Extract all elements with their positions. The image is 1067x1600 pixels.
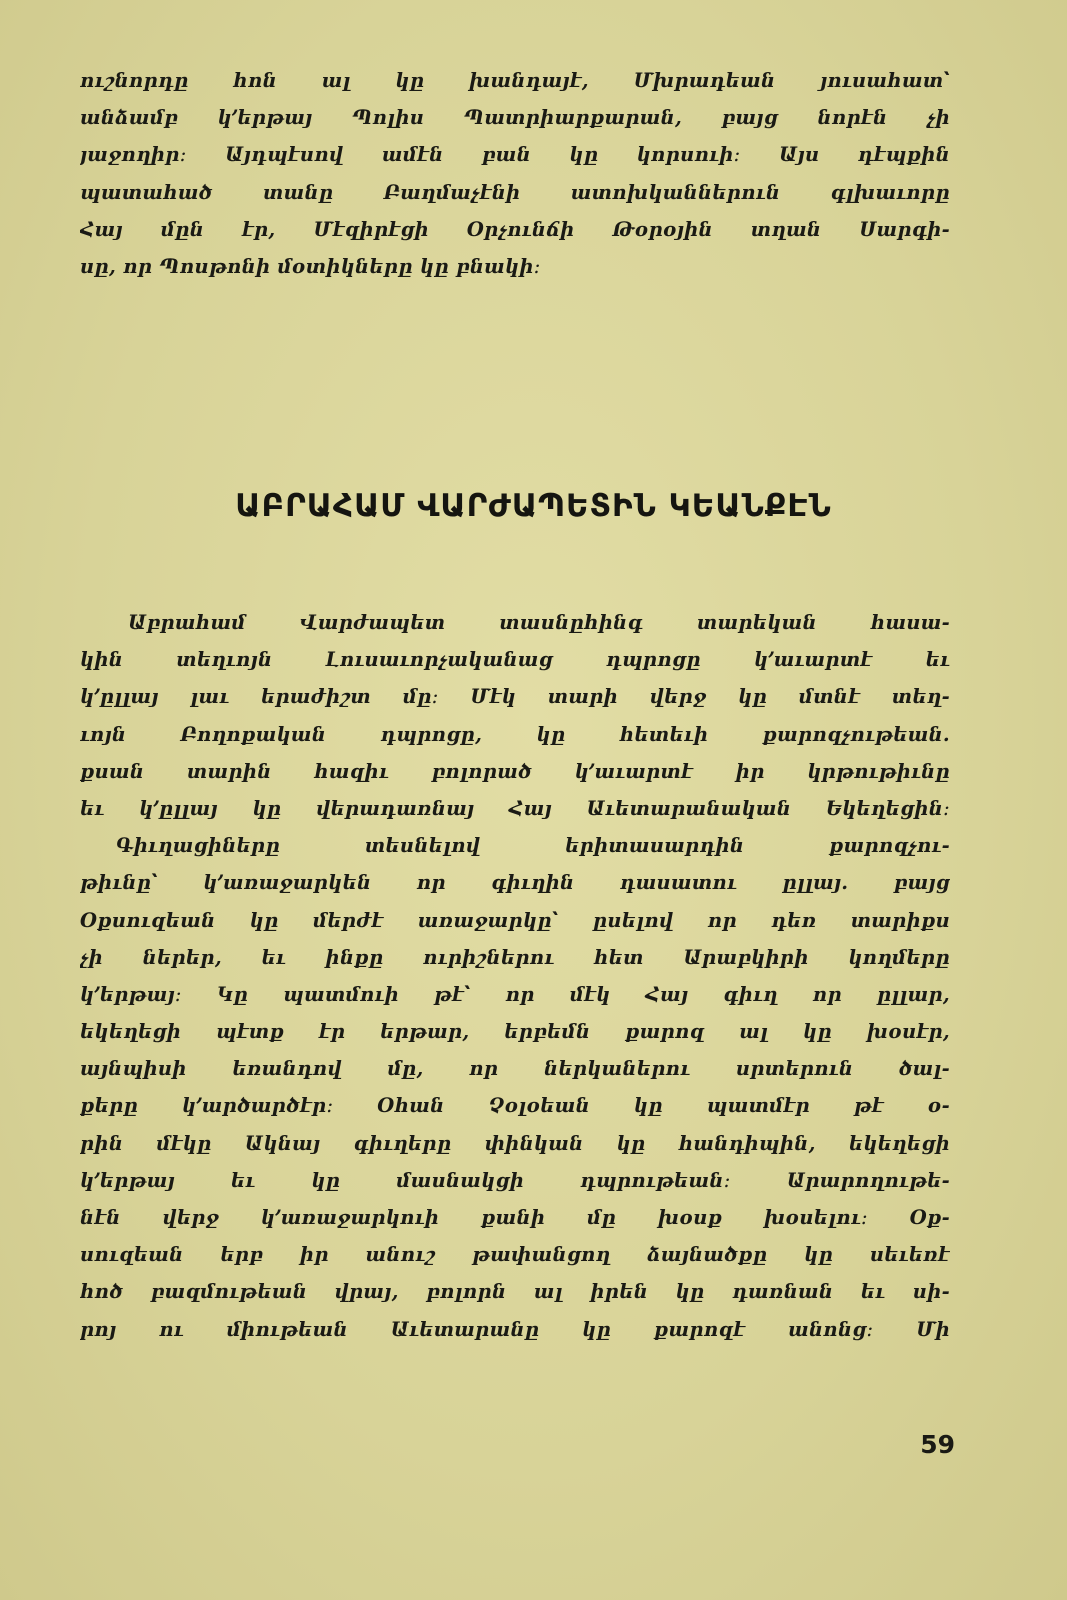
text-line: նէն վերջ կ՚առաջարկուի քանի մը խօսք խօսելու։ Օք- — [80, 1206, 950, 1229]
body-text — [80, 604, 950, 1348]
text-line: քերը կ՚արծարծէր։ Օհան Չօլօեան կը պատմէր թէ օ- — [80, 1094, 950, 1118]
text-line: չի ներեր, եւ ինքը ուրիշներու հետ Արաբկիրի կողմերը — [80, 945, 950, 969]
text-line: սուզեան երբ իր անուշ թափանցող ձայնածքը կը սեւեռէ — [80, 1243, 950, 1267]
text-line: կ՚ըլլայ լաւ երաժիշտ մը։ Մէկ տարի վերջ կը մտնէ տեղ- — [80, 685, 950, 709]
text-line: Օքսուզեան կը մերժէ առաջարկը՝ ըսելով որ դեռ տարիքս — [80, 908, 950, 932]
chapter-heading: ԱԲՐԱՀԱՄ ՎԱՐԺԱՊԵՏԻՆ ԿԵԱՆՔԷՆ — [235, 488, 832, 524]
text-line: րոյ ու միութեան Աւետարանը կը քարոզէ անոնց։ Մի — [80, 1317, 950, 1341]
text-line: եկեղեցի պէտք էր երթար, երբեմն քարոզ ալ կը խօսէր, — [80, 1020, 950, 1044]
top-paragraph — [80, 62, 950, 285]
text-line: ուշնորդը հոն ալ կը խանդայէ, Մխրադեան յուսահատ՝ — [80, 69, 950, 92]
text-line: այնպիսի եռանդով մը, որ ներկաներու սրտերուն ծալ- — [80, 1057, 950, 1081]
text-line: եւ կ՚ըլլայ կը վերադառնայ Հայ Աւետարանական Եկեղեցին։ — [80, 796, 950, 820]
text-line: պատահած տանը Բաղմաչէնի ատոխկաններուն գլխաւորը — [80, 180, 950, 204]
page-number: 59 — [920, 1430, 955, 1459]
text-line: հոծ բազմութեան վրայ, բոլորն ալ իրեն կը դառնան եւ սի- — [80, 1280, 950, 1304]
text-line: թիւնը՝ կ՚առաջարկեն որ գիւղին դասատու ըլլայ. բայց — [80, 871, 950, 895]
text-line: Գիւղացիները տեսնելով երիտասարդին քարոզչու- — [116, 834, 950, 858]
text-line: կին տեղւոյն Լուսաւորչականաց դպրոցը կ՚աւարտէ եւ — [80, 648, 950, 672]
text-line: քսան տարին հազիւ բոլորած կ՚աւարտէ իր կրթութիւնը — [80, 759, 950, 783]
text-line: Հայ մըն էր, Մէզիրէցի Օրչունճի Թօրօյին տղան Սարգի- — [80, 217, 950, 241]
text-line: րին մէկը Ակնայ գիւղերը փինկան կը հանդիպին, եկեղեցի — [80, 1131, 950, 1155]
text-line: կ՚երթայ եւ կը մասնակցի դպրութեան։ Արարողութե- — [80, 1168, 950, 1192]
text-line: կ՚երթայ։ Կը պատմուի թէ՝ որ մէկ Հայ գիւղ որ ըլլար, — [80, 982, 950, 1006]
text-line: անձամբ կ՚երթայ Պոլիս Պատրիարքարան, բայց նորէն չի — [80, 106, 950, 130]
text-line: ւոյն Բողոքական դպրոցը, կը հետեւի քարոզչութեան. — [80, 722, 950, 746]
text-line: յաջողիր։ Այդպէսով ամէն բան կը կորսուի։ Այս դէպքին — [80, 143, 950, 167]
text-line: սը, որ Պոսթոնի մօտիկները կը բնակի։ — [80, 254, 541, 278]
text-line: Աբրահամ Վարժապետ տասնըհինգ տարեկան հասա- — [128, 611, 950, 634]
